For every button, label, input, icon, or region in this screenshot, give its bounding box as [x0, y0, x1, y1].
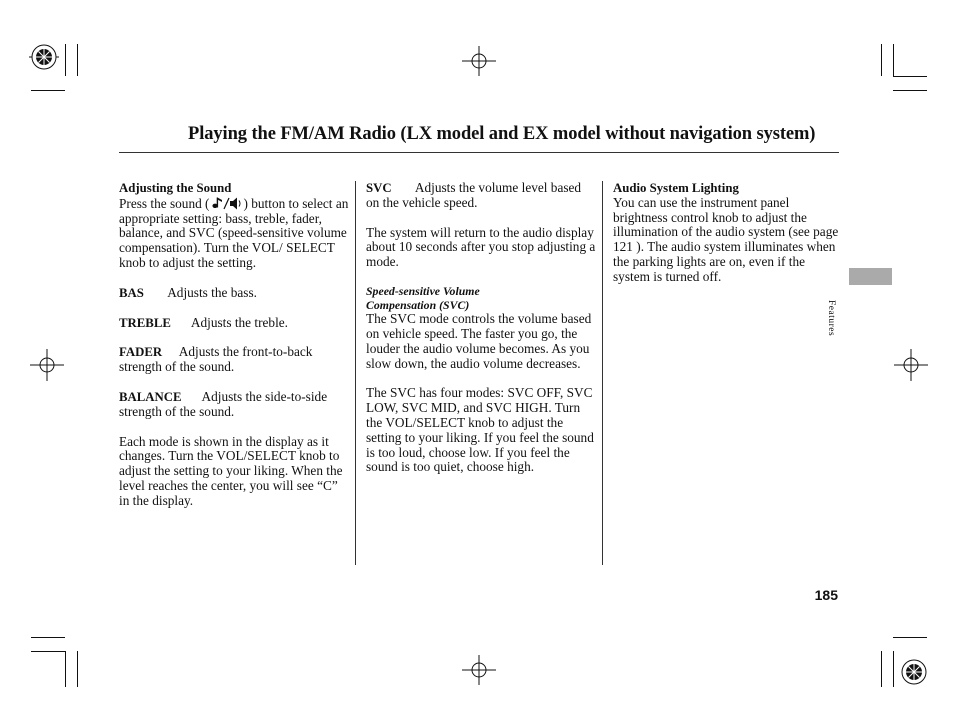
crop-mark [65, 44, 66, 76]
column-divider [602, 181, 603, 565]
svc-modes-paragraph: The SVC has four modes: SVC OFF, SVC LOW, SVC MID, and SVC HIGH. Turn the VOL/SELECT knob to adjust the setting to your liking. If you feel the sound is too loud, choose low. If you feel the sound is too quiet, choose high. [366, 385, 594, 475]
section-heading: Adjusting the Sound [119, 181, 232, 195]
page-title: Playing the FM/AM Radio (LX model and EX model without navigation system) [188, 124, 816, 144]
balance-paragraph [119, 390, 351, 420]
lighting-paragraph: You can use the instrument panel brightness control knob to adjust the illumination of the audio system (see page 121 ). The audio system illuminates when the parking lights are on, even if the system is turned off. [613, 194, 839, 284]
treble-paragraph [119, 316, 351, 331]
crosshair-mark-icon [462, 655, 496, 685]
crop-mark [65, 651, 66, 687]
crop-mark [31, 637, 65, 638]
treble-term: TREBLE [119, 315, 171, 330]
svc-description: The SVC mode controls the volume based on vehicle speed. The faster you go, the louder the audio volume becomes. As you slow down, the audio volume decreases. [366, 311, 592, 371]
section-tab [849, 268, 892, 285]
crop-mark [31, 90, 65, 91]
crop-mark [881, 44, 882, 76]
crop-mark [77, 44, 78, 76]
crosshair-mark-icon [894, 349, 928, 381]
crop-mark [77, 651, 78, 687]
crop-mark [893, 44, 894, 76]
crosshair-mark-icon [30, 349, 64, 381]
bas-text: Adjusts the bass. [167, 284, 257, 300]
balance-text: Adjusts the side-to-side strength of the sound. [119, 388, 328, 419]
page-number: 185 [814, 587, 838, 603]
column-adjusting-sound [119, 181, 351, 509]
crop-mark [31, 651, 65, 652]
svc-heading-line2: Compensation (SVC) [366, 297, 470, 312]
svc-text: Adjusts the volume level based on the vehicle speed. [366, 180, 582, 210]
registration-target-icon [29, 42, 59, 72]
intro-text-pre: Press the sound ( [119, 195, 210, 211]
fader-term: FADER [119, 345, 163, 360]
svc-paragraph [366, 181, 596, 211]
crosshair-mark-icon [462, 46, 496, 76]
section-heading: Audio System Lighting [613, 181, 739, 195]
registration-target-icon [899, 657, 929, 687]
column-divider [355, 181, 356, 565]
column-lighting [613, 181, 843, 285]
bas-paragraph [119, 286, 351, 301]
bas-term: BAS [119, 285, 144, 300]
treble-text: Adjusts the treble. [190, 314, 288, 330]
mode-paragraph: Each mode is shown in the display as it changes. Turn the VOL/SELECT knob to adjust the setting to your liking. When the level reaches the center, you will see “C” in the display. [119, 433, 343, 508]
svc-term: SVC [366, 181, 392, 195]
intro-paragraph [119, 196, 351, 271]
sound-button-icon [210, 196, 244, 211]
crop-mark [893, 637, 927, 638]
crop-mark [893, 90, 927, 91]
crop-mark [893, 76, 927, 77]
column-svc [366, 181, 596, 475]
intro-text-post: ) button to select an appropriate setting: bass, treble, fader, balance, and SVC (speed-sensitive volume compensation). Turn the VOL/ SELECT knob to adjust the setting. [119, 195, 349, 270]
fader-paragraph [119, 345, 351, 375]
section-tab-label: Features [826, 300, 836, 337]
return-paragraph: The system will return to the audio display about 10 seconds after you stop adjusting a mode. [366, 224, 596, 270]
crop-mark [893, 651, 894, 687]
crop-mark [881, 651, 882, 687]
svc-heading-line1: Speed-sensitive Volume [366, 283, 480, 298]
fader-text: Adjusts the front-to-back strength of the sound. [119, 344, 313, 375]
title-divider [119, 152, 839, 153]
balance-term: BALANCE [119, 389, 182, 404]
